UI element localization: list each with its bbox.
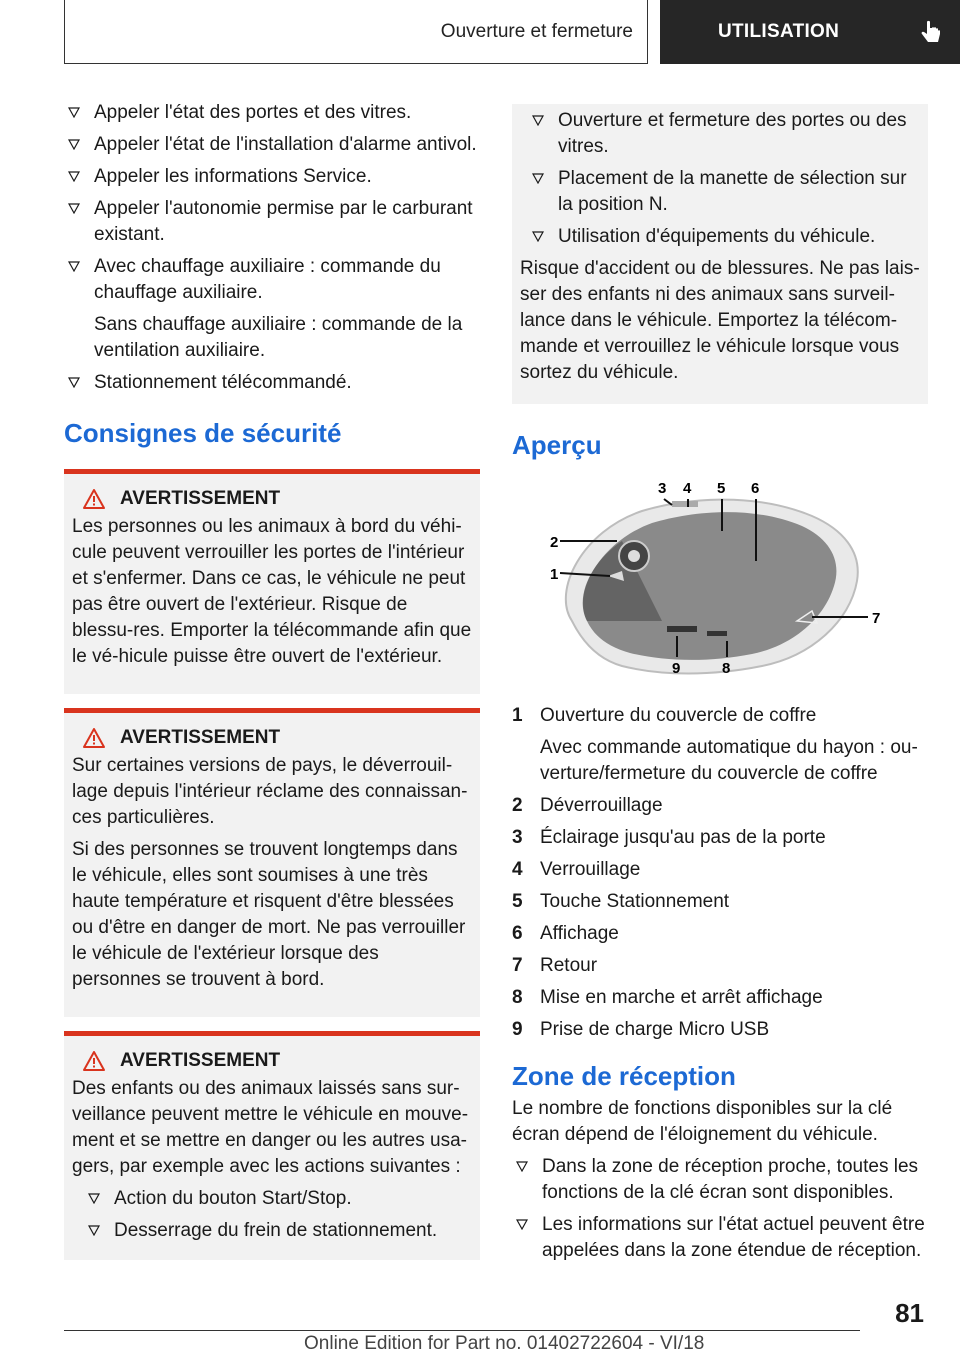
triangle-bullet-icon	[68, 202, 80, 214]
triangle-bullet-icon	[68, 138, 80, 150]
list-item-text: Ouverture et fermeture des portes ou des vitres.	[558, 110, 907, 157]
footer-edition: Online Edition for Part no. 01402722604 - VI/18	[304, 1333, 705, 1354]
list-item-text: Appeler l'état des portes et des vitres.	[94, 102, 412, 123]
callout-1: 1	[550, 566, 559, 583]
legend-item: 5 Touche Stationnement	[512, 891, 730, 912]
list-item	[64, 164, 480, 190]
reception-list	[512, 1154, 928, 1264]
safety-heading: Consignes de sécurité	[64, 418, 342, 448]
list-item	[64, 254, 480, 306]
triangle-bullet-icon	[88, 1224, 100, 1236]
legend-item: 3 Éclairage jusqu'au pas de la porte	[512, 827, 826, 848]
warning-title-text: AVERTISSEMENT	[120, 488, 281, 509]
list-item	[512, 1154, 928, 1206]
triangle-bullet-icon	[68, 170, 80, 182]
triangle-bullet-icon	[532, 230, 544, 242]
list-item	[64, 100, 480, 126]
list-item-text: Placement de la manette de sélection sur la position N.	[558, 168, 907, 215]
list-item	[84, 1186, 472, 1212]
triangle-bullet-icon	[68, 376, 80, 388]
triangle-bullet-icon	[516, 1218, 528, 1230]
triangle-bullet-icon	[68, 260, 80, 272]
warning-action-list	[84, 1186, 472, 1244]
warning-title	[82, 1050, 472, 1072]
warning-title	[82, 488, 472, 510]
warning-title-text: AVERTISSEMENT	[120, 727, 281, 748]
warning-continuation-box	[512, 104, 928, 404]
warning-box	[64, 469, 480, 694]
triangle-bullet-icon	[532, 114, 544, 126]
display-key-illustration	[512, 471, 928, 691]
triangle-bullet-icon	[532, 172, 544, 184]
list-item	[512, 1212, 928, 1264]
reception-text: Le nombre de fonctions disponibles sur la clé écran dépend de l'éloignement du véhicule.	[512, 1098, 893, 1145]
callout-3: 3	[658, 480, 667, 497]
legend-item: 4 Verrouillage	[512, 859, 641, 880]
list-item-text: Appeler les informations Service.	[94, 166, 372, 187]
warning-text: Sur certaines versions de pays, le déverrouil-lage depuis l'intérieur réclame des connaissan-ces particulières.	[72, 755, 468, 828]
right-column	[512, 104, 928, 1270]
legend-item: 2 Déverrouillage	[512, 795, 663, 816]
legend-item: 7 Retour	[512, 955, 598, 976]
function-list-last	[64, 370, 480, 396]
callout-8: 8	[722, 660, 731, 677]
warning-title	[82, 727, 472, 749]
legend-item: 8 Mise en marche et arrêt affichage	[512, 987, 823, 1008]
list-item-text: Utilisation d'équipements du véhicule.	[558, 226, 876, 247]
legend-list	[512, 703, 928, 1043]
list-item-text: Dans la zone de réception proche, toutes les fonctions de la clé écran sont disponibles.	[542, 1156, 919, 1203]
warning-title-text: AVERTISSEMENT	[120, 1050, 281, 1071]
legend-item: 6 Affichage	[512, 923, 619, 944]
list-item	[84, 1218, 472, 1244]
warning-triangle-icon	[82, 1050, 106, 1072]
overview-heading: Aperçu	[512, 430, 602, 460]
warning-box	[64, 708, 480, 1017]
list-item-text: Appeler l'autonomie permise par le carburant existant.	[94, 198, 473, 245]
header-chapter-tab	[660, 0, 960, 64]
function-list	[64, 100, 480, 306]
list-item	[64, 132, 480, 158]
warning-text: Si des personnes se trouvent longtemps dans le véhicule, elles sont soumises à une très haute température et risquent d'être blessées ou d'être en danger de mort. Ne pas verrouiller le véhicule de l'extérieur lorsque des personnes se trouvent à bord.	[72, 839, 466, 990]
sub-paragraph: Sans chauffage auxiliaire : commande de la ventilation auxiliaire.	[94, 314, 463, 361]
reception-heading: Zone de réception	[512, 1061, 736, 1091]
warning-text: Risque d'accident ou de blessures. Ne pas lais-ser des enfants ni des animaux sans surveil-lance dans le véhicule. Emportez la télécom-mande et verrouillez le véhicule lorsque vous sortez du véhicule.	[520, 258, 920, 383]
list-item-text: Appeler l'état de l'installation d'alarme antivol.	[94, 134, 477, 155]
callout-4: 4	[683, 480, 692, 497]
callout-7: 7	[872, 610, 881, 627]
list-item-text: Avec chauffage auxiliaire : commande du chauffage auxiliaire.	[94, 256, 441, 303]
list-item-text: Action du bouton Start/Stop.	[114, 1188, 352, 1209]
left-column	[64, 100, 480, 1260]
list-item-text: Les informations sur l'état actuel peuvent être appelées dans la zone étendue de réception.	[542, 1214, 925, 1261]
header-section-tab	[64, 0, 648, 64]
warning-triangle-icon	[82, 727, 106, 749]
list-item	[528, 108, 920, 160]
page-number: 81	[895, 1298, 924, 1328]
callout-5: 5	[717, 480, 726, 497]
list-item	[64, 370, 480, 396]
legend-item: 9 Prise de charge Micro USB	[512, 1019, 770, 1040]
continuation-list	[528, 108, 920, 250]
callout-6: 6	[751, 480, 760, 497]
warning-triangle-icon	[82, 488, 106, 510]
legend-item: Avec commande automatique du hayon : ou-verture/fermeture du couvercle de coffre	[540, 737, 918, 784]
list-item	[528, 224, 920, 250]
footer-divider	[64, 1330, 860, 1331]
pointing-hand-icon	[918, 20, 944, 46]
warning-text: Les personnes ou les animaux à bord du véhi-cule peuvent verrouiller les portes de l'intérieur et s'enfermer. Dans ce cas, le véhicule ne peut pas être ouvert de l'extérieur. Risque de blessu-res. Emporter la télécommande afin que le vé-hicule puisse être ouvert de l'extérieur.	[72, 516, 472, 667]
header-chapter-title: UTILISATION	[718, 21, 840, 42]
callout-9: 9	[672, 660, 681, 677]
list-item-text: Stationnement télécommandé.	[94, 372, 352, 393]
triangle-bullet-icon	[88, 1192, 100, 1204]
triangle-bullet-icon	[516, 1160, 528, 1172]
warning-text: Des enfants ou des animaux laissés sans sur-veillance peuvent mettre le véhicule en mouve-ment et se mettre en danger ou les autres usa-gers, par exemple avec les actions suivantes :	[72, 1078, 469, 1177]
list-item	[64, 196, 480, 248]
list-item	[528, 166, 920, 218]
callout-2: 2	[550, 534, 559, 551]
triangle-bullet-icon	[68, 106, 80, 118]
warning-box	[64, 1031, 480, 1260]
header-section-title: Ouverture et fermeture	[440, 20, 633, 42]
legend-item: 1 Ouverture du couvercle de coffre	[512, 705, 817, 726]
list-item-text: Desserrage du frein de stationnement.	[114, 1220, 438, 1241]
